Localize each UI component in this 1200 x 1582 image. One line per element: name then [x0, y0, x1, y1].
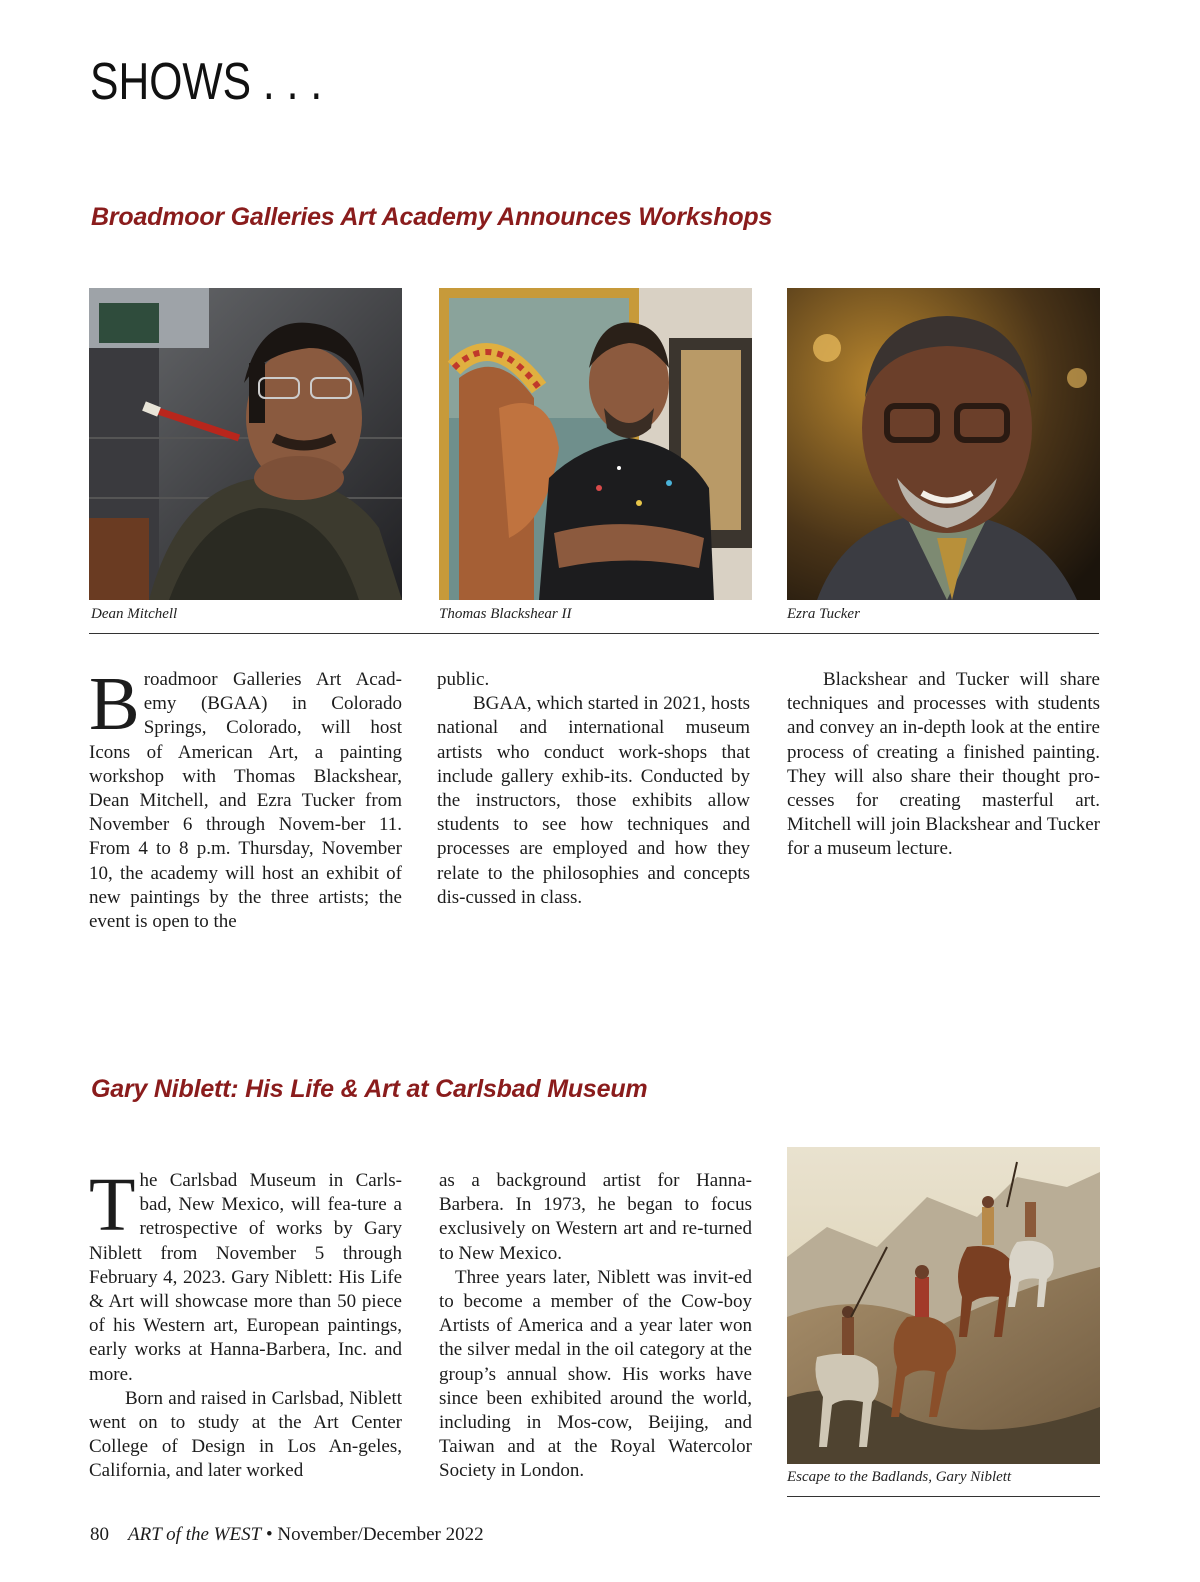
photo-caption-dean-mitchell: Dean Mitchell — [91, 606, 178, 622]
dropcap: B — [89, 662, 140, 746]
photo-dean-mitchell — [89, 288, 402, 600]
dropcap: T — [89, 1163, 136, 1247]
article2-col2-p2: Three years later, Niblett was invit-ed to become a member of the Cow-boy Artists of America and a year later won the silver medal in the oil category at the group’s annual show. His works have since been exhibited around the world, including in Mos-cow, Beijing, and Taiwan and at the Royal Watercolor Society in London. — [439, 1266, 752, 1482]
photo-ezra-tucker — [787, 288, 1100, 600]
article2-col1-p1: he Carlsbad Museum in Carls-bad, New Mexico, will fea-ture a retrospective of works by Gary Niblett from November 5 through February 4, 2023. Gary Niblett: His Life & Art will showcase more than 50 piece of his Western art, European paintings, early works at Hanna-Barbera, Inc. and more. — [89, 1170, 402, 1385]
photo-thomas-blackshear — [439, 288, 752, 600]
article1-column-3 — [787, 668, 1100, 862]
article2-headline: Gary Niblett: His Life & Art at Carlsbad Museum — [91, 1075, 648, 1103]
article1-column-2 — [437, 668, 750, 910]
magazine-title: ART of the WEST — [128, 1524, 262, 1545]
article1-col2-p1: public. — [437, 669, 490, 690]
painting-caption: Escape to the Badlands, Gary Niblett — [787, 1469, 1012, 1485]
article1-col3-text: Blackshear and Tucker will share techniques and processes with students and convey an in-depth look at the entire process of creating a finished painting. They will also share their thought pro-cesses for creating masterful art. Mitchell will join Blackshear and Tucker for a museum lecture. — [787, 669, 1100, 860]
section-title: SHOWS . . . — [90, 53, 323, 111]
article2-column-2 — [439, 1169, 752, 1484]
article1-headline: Broadmoor Galleries Art Academy Announces Workshops — [91, 203, 773, 231]
footer-bullet: • — [265, 1524, 273, 1545]
page-number: 80 — [90, 1524, 109, 1545]
article2-column-1 — [89, 1163, 402, 1484]
caption-rule — [89, 633, 1099, 634]
page-footer — [90, 1524, 484, 1546]
painting-escape-to-the-badlands — [787, 1147, 1100, 1464]
article2-col1-p2: Born and raised in Carlsbad, Niblett went on to study at the Art Center College of Design in Los An-geles, California, and later worked — [89, 1387, 402, 1482]
article2-col2-p1: as a background artist for Hanna-Barbera. In 1973, he began to focus exclusively on Western art and re-turned to New Mexico. — [439, 1170, 752, 1264]
painting-caption-rule — [787, 1496, 1100, 1497]
article1-col1-text: roadmoor Galleries Art Acad-emy (BGAA) in Colorado Springs, Colorado, will host Icons of American Art, a painting workshop with Thomas Blackshear, Dean Mitchell, and Ezra Tucker from November 6 through Novem-ber 11. From 4 to 8 p.m. Thursday, November 10, the academy will host an exhibit of new paintings by the three artists; the event is open to the — [89, 669, 402, 933]
article1-col2-p2: BGAA, which started in 2021, hosts national and international museum artists who conduct work-shops that include gallery exhib-its. Conducted by the instructors, those exhibits allow students to see how techniques and processes are employed and how they relate to the philosophies and concepts dis-cussed in class. — [437, 693, 750, 908]
photo-caption-ezra-tucker: Ezra Tucker — [787, 606, 860, 622]
photo-caption-thomas-blackshear: Thomas Blackshear II — [439, 606, 572, 622]
issue-date: November/December 2022 — [277, 1524, 484, 1545]
article1-column-1 — [89, 662, 402, 934]
